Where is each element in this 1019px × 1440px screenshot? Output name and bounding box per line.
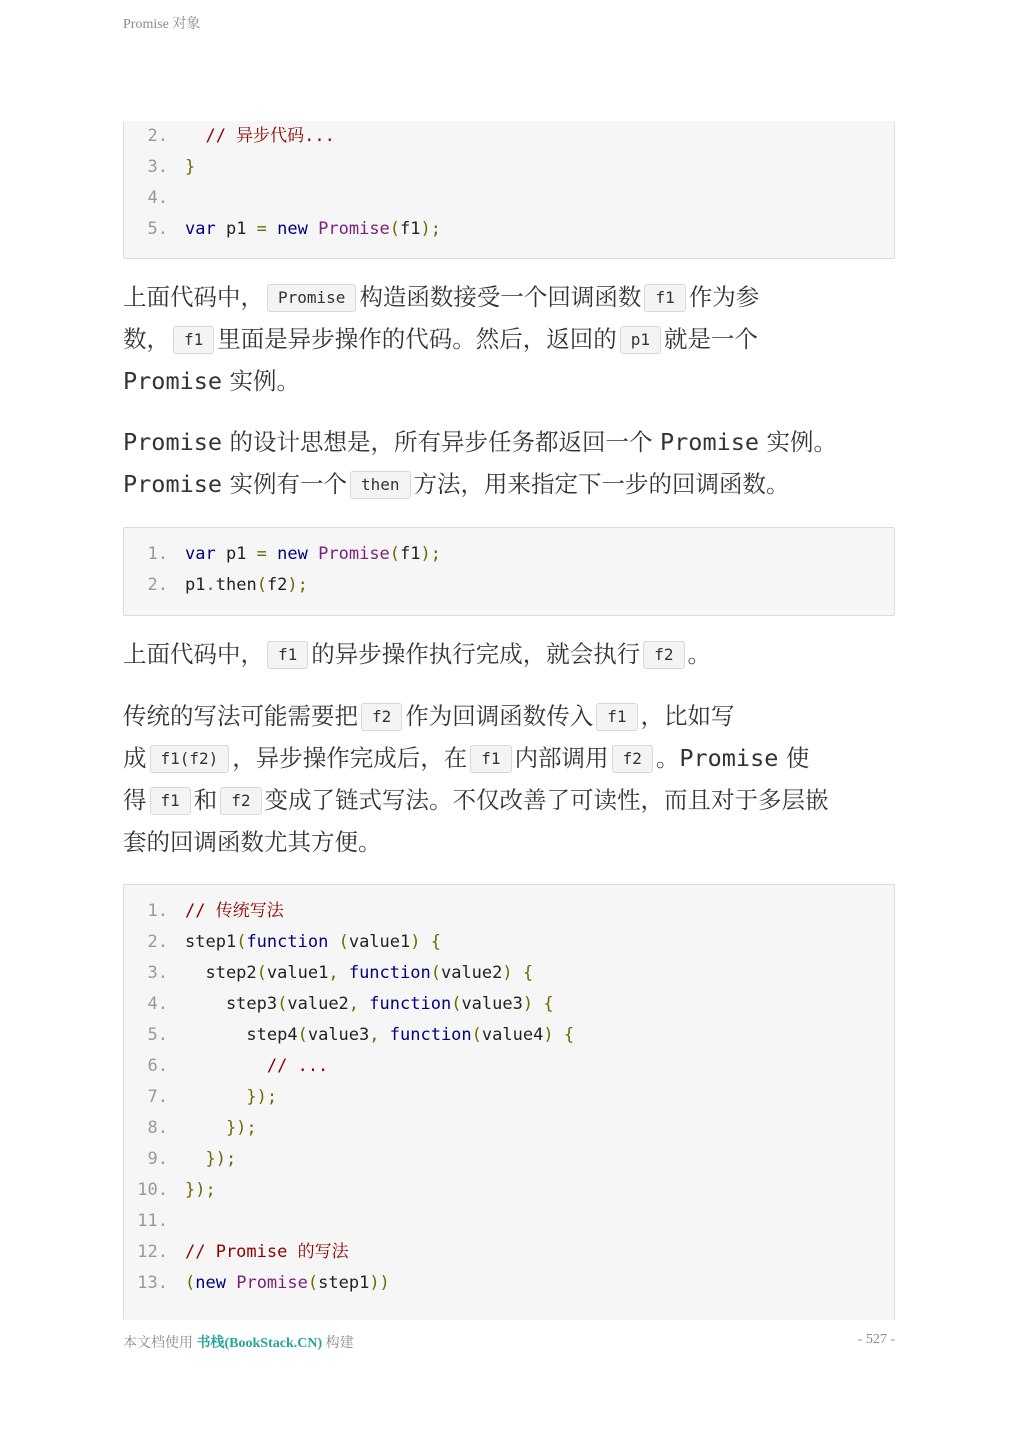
text: Promise (123, 428, 223, 456)
line-number: 9. (147, 1149, 168, 1169)
code-text: // Promise 的写法 (185, 1242, 349, 1262)
text: 里面是异步操作的代码。然后，返回的 (217, 325, 617, 353)
line-number: 1. (147, 901, 168, 921)
line-number: 10. (137, 1180, 168, 1200)
code-text: step2(value1, function(value2) { (185, 963, 534, 983)
line-number: 2. (147, 126, 168, 146)
code-text: step4(value3, function(value4) { (185, 1025, 575, 1045)
footer-credit (123, 1332, 354, 1352)
code-text: // 异步代码... (185, 126, 335, 146)
text-line (123, 737, 809, 779)
code-text: var p1 = new Promise(f1); (185, 219, 442, 239)
text: 方法，用来指定下一步的回调函数。 (413, 470, 790, 498)
page-header-title: Promise 对象 (123, 17, 201, 32)
paragraph-2 (123, 421, 895, 505)
inline-code: f1 (173, 326, 214, 354)
code-text: }); (185, 1118, 257, 1138)
text: ，比如写 (640, 702, 735, 730)
text: 得 (123, 786, 147, 814)
text-line (123, 318, 758, 360)
line-number: 2. (147, 932, 168, 952)
text: Promise (123, 470, 223, 498)
text: 和 (193, 786, 218, 814)
paragraph-3 (123, 633, 895, 675)
text-line (123, 360, 300, 402)
line-number: 2. (147, 575, 168, 595)
line-number: 11. (137, 1211, 168, 1231)
text: 。 (687, 640, 712, 668)
text: 变成了链式写法。不仅改善了可读性，而且对于多层嵌 (264, 786, 829, 814)
inline-code: f1 (644, 284, 685, 312)
text: Promise (679, 744, 779, 772)
text: 实例。 (222, 367, 301, 395)
footer-brand-link[interactable]: 书栈(BookStack.CN) (196, 1336, 323, 1351)
text: 上面代码中， (123, 283, 264, 311)
line-number: 8. (147, 1118, 168, 1138)
text: 成 (123, 744, 147, 772)
inline-code: f2 (220, 787, 261, 815)
line-number: 4. (147, 188, 168, 208)
line-number: 5. (147, 1025, 168, 1045)
text-line (123, 821, 382, 863)
code-text: } (185, 157, 196, 177)
code-text: var p1 = new Promise(f1); (185, 544, 442, 564)
text-line (123, 633, 711, 675)
inline-code: f1 (150, 787, 191, 815)
text: 的设计思想是，所有异步任务都返回一个 (222, 428, 660, 456)
text: 传统的写法可能需要把 (123, 702, 358, 730)
text: 上面代码中， (123, 640, 264, 668)
code-text: // ... (185, 1056, 329, 1076)
text-line (123, 463, 790, 505)
inline-code: f1 (596, 703, 637, 731)
line-number: 5. (147, 219, 168, 239)
text: 就是一个 (664, 325, 759, 353)
code-block-3 (123, 884, 895, 1320)
line-number: 7. (147, 1087, 168, 1107)
inline-code: then (350, 471, 411, 499)
footer-prefix: 本文档使用 (123, 1336, 197, 1351)
inline-code: f2 (612, 745, 653, 773)
inline-code: Promise (267, 284, 356, 312)
inline-code: f1 (267, 641, 308, 669)
text: 套的回调函数尤其方便。 (123, 828, 382, 856)
code-text: step1(function (value1) { (185, 932, 441, 952)
text: 。 (655, 744, 680, 772)
code-text: }); (185, 1149, 237, 1169)
text: 作为回调函数传入 (405, 702, 594, 730)
text: 内部调用 (514, 744, 609, 772)
line-number: 4. (147, 994, 168, 1014)
inline-code: f2 (361, 703, 402, 731)
text: 使 (778, 744, 810, 772)
code-text: (new Promise(step1)) (185, 1273, 390, 1293)
line-number: 13. (137, 1273, 168, 1293)
code-text: }); (185, 1180, 216, 1200)
inline-code: f1(f2) (150, 745, 230, 773)
text: 数， (123, 325, 170, 353)
line-number: 6. (147, 1056, 168, 1076)
line-number: 3. (147, 157, 168, 177)
code-text: // 传统写法 (185, 901, 284, 921)
code-block-1 (123, 121, 895, 259)
line-number: 3. (147, 963, 168, 983)
text: 构造函数接受一个回调函数 (359, 283, 642, 311)
line-number: 1. (147, 544, 168, 564)
text: 实例。 (759, 428, 838, 456)
inline-code: f2 (643, 641, 684, 669)
text: Promise (123, 367, 223, 395)
text-line (123, 695, 735, 737)
text: 的异步操作执行完成，就会执行 (311, 640, 641, 668)
code-block-2 (123, 527, 895, 616)
text: ，异步操作完成后，在 (232, 744, 468, 772)
page-number: - 527 - (857, 1332, 895, 1347)
text: 实例有一个 (222, 470, 348, 498)
paragraph-1 (123, 276, 895, 402)
inline-code: f1 (470, 745, 511, 773)
code-text: step3(value2, function(value3) { (185, 994, 554, 1014)
text-line (123, 421, 837, 463)
text: 作为参 (688, 283, 760, 311)
text: Promise (660, 428, 760, 456)
line-number: 12. (137, 1242, 168, 1262)
text-line (123, 779, 829, 821)
inline-code: p1 (620, 326, 661, 354)
code-text: }); (185, 1087, 278, 1107)
paragraph-4 (123, 695, 895, 863)
text-line (123, 276, 759, 318)
code-text: p1.then(f2); (185, 575, 308, 595)
footer-suffix: 构建 (322, 1336, 354, 1351)
